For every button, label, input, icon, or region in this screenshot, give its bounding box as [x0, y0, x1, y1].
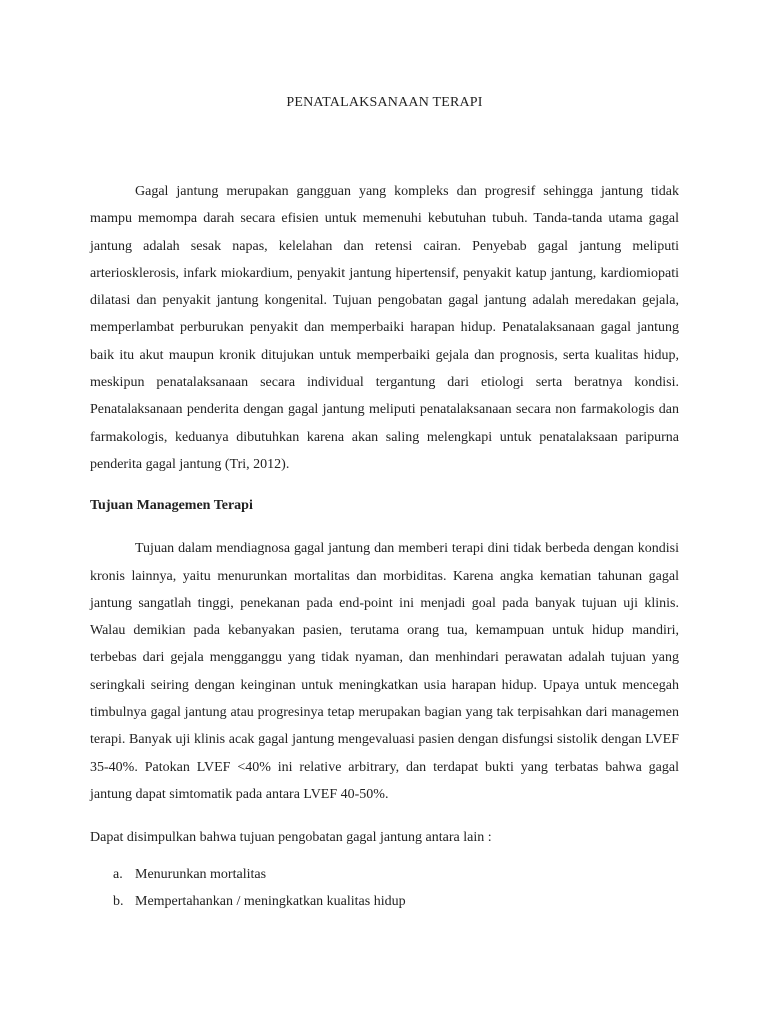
- list-marker: a.: [113, 867, 123, 883]
- document-content: [90, 92, 679, 915]
- paragraph-goals: Tujuan dalam mendiagnosa gagal jantung dan memberi terapi dini tidak berbeda dengan kondisi kronis lainnya, yaitu menurunkan mortalitas dan morbiditas. Karena angka kematian tahunan gagal jantung sangatlah tinggi, penekanan pada end-point ini menjadi goal pada banyak tujuan uji klinis. Walau demikian pada kebanyakan pasien, terutama orang tua, kemampuan untuk hidup mandiri, terbebas dari gejala mengganggu yang tidak nyaman, dan menhindari perawatan adalah tujuan yang seringkali seiring dengan keinginan untuk meningkatkan usia harapan hidup. Upaya untuk mencegah timbulnya gagal jantung atau progresinya tetap merupakan bagian yang tak terpisahkan dari managemen terapi. Banyak uji klinis acak gagal jantung mengevaluasi pasien dengan disfungsi sistolik dengan LVEF 35-40%. Patokan LVEF <40% ini relative arbitrary, dan terdapat bukti yang terbatas bahwa gagal jantung dapat simtomatik pada antara LVEF 40-50%.: [90, 541, 679, 802]
- list-item: [90, 888, 679, 915]
- list-item-text: Mempertahankan / meningkatkan kualitas hidup: [135, 894, 406, 910]
- list-item-text: Menurunkan mortalitas: [135, 867, 267, 883]
- conclusion-text: Dapat disimpulkan bahwa tujuan pengobatan gagal jantung antara lain :: [90, 830, 492, 846]
- goal-list: [90, 861, 679, 915]
- paragraph-intro: Gagal jantung merupakan gangguan yang kompleks dan progresif sehingga jantung tidak mampu memompa darah secara efisien untuk memenuhi kebutuhan tubuh. Tanda-tanda utama gagal jantung adalah sesak napas, kelelahan dan retensi cairan. Penyebab gagal jantung meliputi arteriosklerosis, infark miokardium, penyakit jantung hipertensif, penyakit katup jantung, kardiomiopati dilatasi dan penyakit jantung kongenital. Tujuan pengobatan gagal jantung adalah meredakan gejala, memperlambat perburukan penyakit dan memperbaiki harapan hidup. Penatalaksanaan gagal jantung baik itu akut maupun kronik ditujukan untuk memperbaiki gejala dan prognosis, serta kualitas hidup, meskipun penatalaksanaan secara individual tergantung dari etiologi serta beratnya kondisi. Penatalaksanaan penderita dengan gagal jantung meliputi penatalaksanaan secara non farmakologis dan farmakologis, keduanya dibutuhkan karena akan saling melengkapi untuk penatalaksaan paripurna penderita gagal jantung (Tri, 2012).: [90, 184, 679, 472]
- document-title: PENATALAKSANAAN TERAPI: [286, 95, 483, 110]
- list-marker: b.: [113, 894, 124, 910]
- list-item: [90, 861, 679, 888]
- section-heading: Tujuan Managemen Terapi: [90, 498, 253, 514]
